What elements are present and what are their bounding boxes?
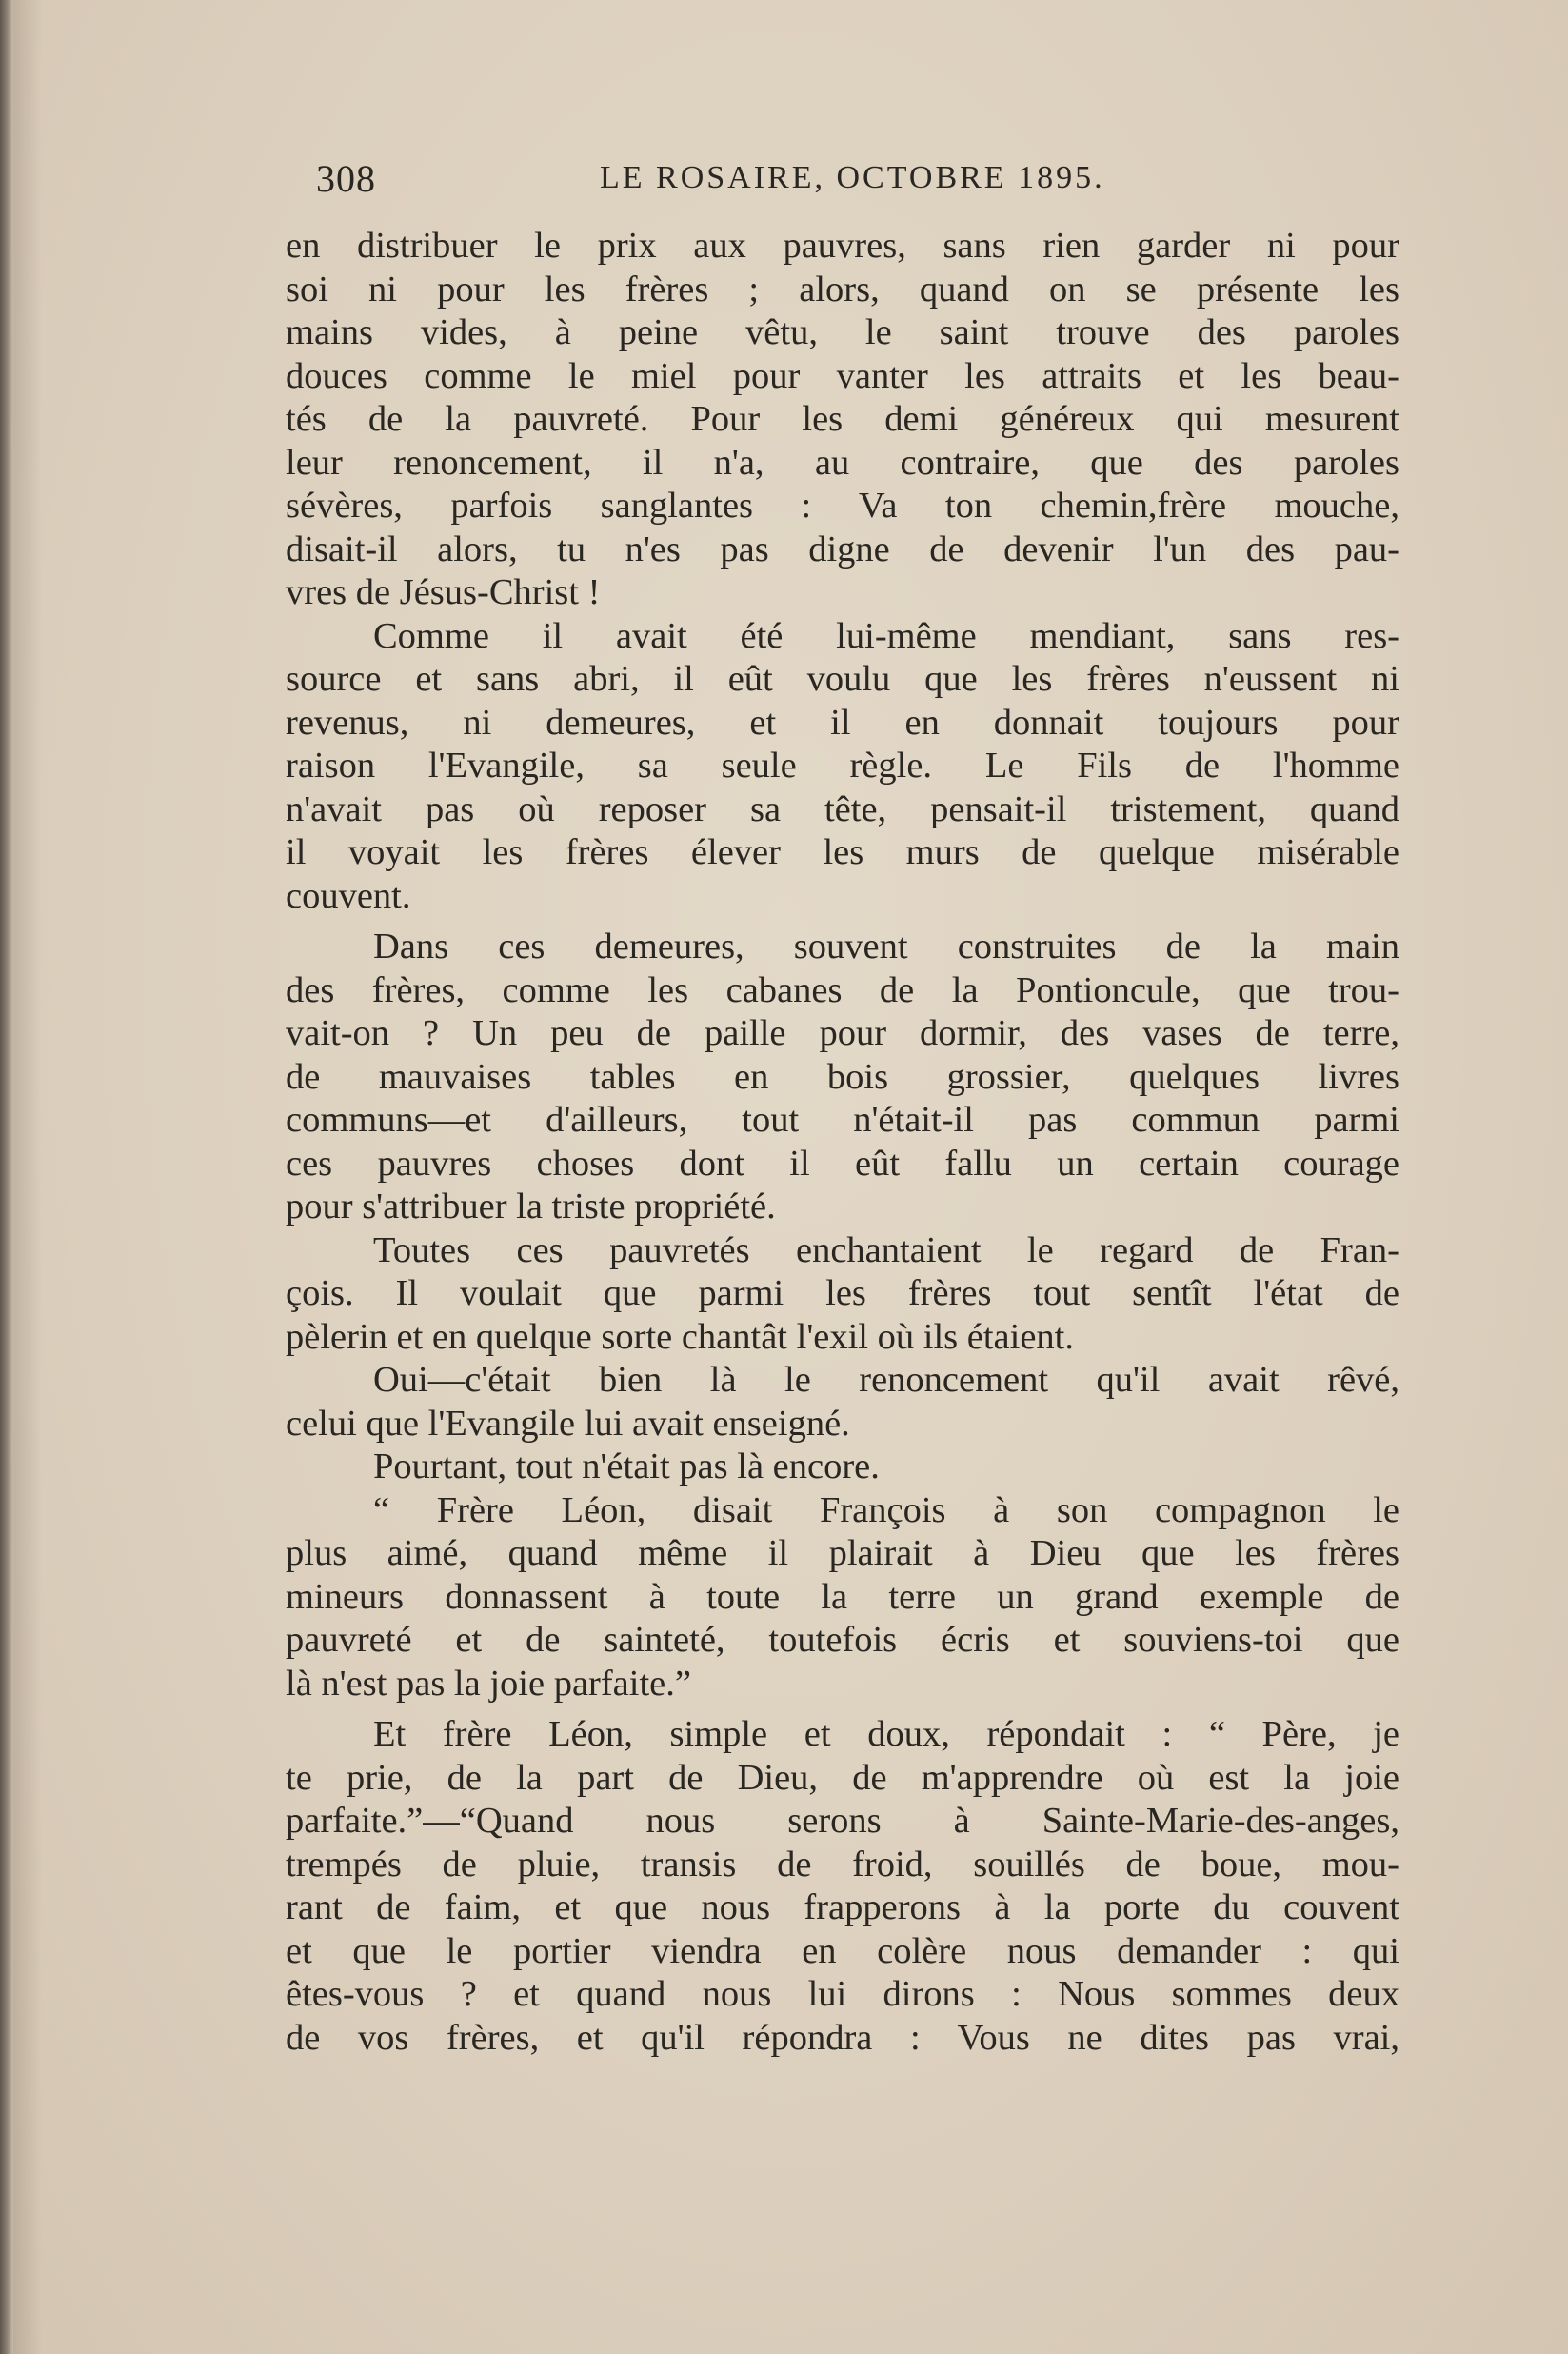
text-line: tés de la pauvreté. Pour les demi généreux qui mesurent [286, 399, 1399, 439]
page-number: 308 [316, 157, 376, 200]
text-line: mineurs donnassent à toute la terre un grand exemple de [286, 1576, 1399, 1617]
text-line: çois. Il voulait que parmi les frères tout sentît l'état de [286, 1273, 1399, 1313]
text-line: couvent. [286, 875, 411, 916]
text-line: il voyait les frères élever les murs de quelque misérable [286, 832, 1399, 872]
text-line: source et sans abri, il eût voulu que les frères n'eussent ni [286, 659, 1399, 699]
running-title: LE ROSAIRE, OCTOBRE 1895. [600, 160, 1105, 195]
paragraph-2 [286, 615, 1399, 919]
text-line: revenus, ni demeures, et il en donnait toujours pour [286, 702, 1399, 743]
text-line: vres de Jésus-Christ ! [286, 572, 601, 612]
text-line: douces comme le miel pour vanter les attraits et les beau- [286, 355, 1399, 396]
text-line: celui que l'Evangile lui avait enseigné. [286, 1403, 850, 1444]
text-line: “ Frère Léon, disait François à son compagnon le [373, 1489, 1399, 1530]
gutter-shadow [13, 0, 42, 2354]
paragraph-4 [286, 1229, 1399, 1360]
text-line: disait-il alors, tu n'es pas digne de devenir l'un des pau- [286, 529, 1399, 569]
running-head [286, 152, 1399, 213]
text-line: ces pauvres choses dont il eût fallu un certain courage [286, 1143, 1399, 1184]
text-line: parfaite.”—“Quand nous serons à Sainte-Marie-des-anges, [286, 1801, 1399, 1841]
text-line: sévères, parfois sanglantes : Va ton chemin,frère mouche, [286, 486, 1399, 526]
text-line: de mauvaises tables en bois grossier, quelques livres [286, 1056, 1399, 1097]
text-line: n'avait pas où reposer sa tête, pensait-il tristement, quand [286, 788, 1399, 829]
text-line: Oui—c'était bien là le renoncement qu'il avait rêvé, [373, 1360, 1399, 1400]
text-line: des frères, comme les cabanes de la Pontioncule, que trou- [286, 969, 1399, 1010]
text-line: pauvreté et de sainteté, toutefois écris et souviens-toi que [286, 1620, 1399, 1660]
text-line: pour s'attribuer la triste propriété. [286, 1187, 776, 1227]
text-line: pèlerin et en quelque sorte chantât l'exil où ils étaient. [286, 1316, 1074, 1357]
text-line: en distribuer le prix aux pauvres, sans rien garder ni pour [286, 226, 1399, 266]
body-text [286, 225, 1399, 2060]
text-line: mains vides, à peine vêtu, le saint trouve des paroles [286, 312, 1399, 352]
text-line: êtes-vous ? et quand nous lui dirons : Nous sommes deux [286, 1974, 1399, 2014]
text-line: soi ni pour les frères ; alors, quand on se présente les [286, 269, 1399, 309]
paragraph-6 [286, 1446, 1399, 1489]
text-line: vait-on ? Un peu de paille pour dormir, des vases de terre, [286, 1013, 1399, 1053]
text-line: et que le portier viendra en colère nous demander : qui [286, 1930, 1399, 1971]
text-line: trempés de pluie, transis de froid, souillés de boue, mou- [286, 1844, 1399, 1885]
text-line: Et frère Léon, simple et doux, répondait : “ Père, je [373, 1714, 1399, 1754]
text-line: de vos frères, et qu'il répondra : Vous ne dites pas vrai, [286, 2017, 1399, 2058]
text-line: raison l'Evangile, sa seule règle. Le Fils de l'homme [286, 746, 1399, 786]
paragraph-7 [286, 1489, 1399, 1706]
book-page [286, 152, 1399, 2060]
text-line: Comme il avait été lui-même mendiant, sans res- [373, 615, 1399, 656]
paragraph-1 [286, 225, 1399, 615]
text-line: te prie, de la part de Dieu, de m'apprendre où est la joie [286, 1757, 1399, 1798]
text-line: plus aimé, quand même il plairait à Dieu que les frères [286, 1533, 1399, 1573]
text-line: Toutes ces pauvretés enchantaient le regard de Fran- [373, 1229, 1399, 1270]
text-line: communs—et d'ailleurs, tout n'était-il pas commun parmi [286, 1100, 1399, 1140]
text-line: rant de faim, et que nous frapperons à la porte du couvent [286, 1887, 1399, 1927]
book-spine-edge [0, 0, 13, 2354]
paragraph-8 [286, 1713, 1399, 2060]
text-line: Dans ces demeures, souvent construites de la main [373, 927, 1399, 967]
paragraph-3 [286, 926, 1399, 1229]
paragraph-gap [286, 1706, 1399, 1713]
text-line: Pourtant, tout n'était pas là encore. [373, 1446, 880, 1486]
text-line: leur renoncement, il n'a, au contraire, que des paroles [286, 442, 1399, 483]
paragraph-5 [286, 1359, 1399, 1446]
paragraph-gap [286, 918, 1399, 926]
text-line: là n'est pas la joie parfaite.” [286, 1663, 691, 1704]
